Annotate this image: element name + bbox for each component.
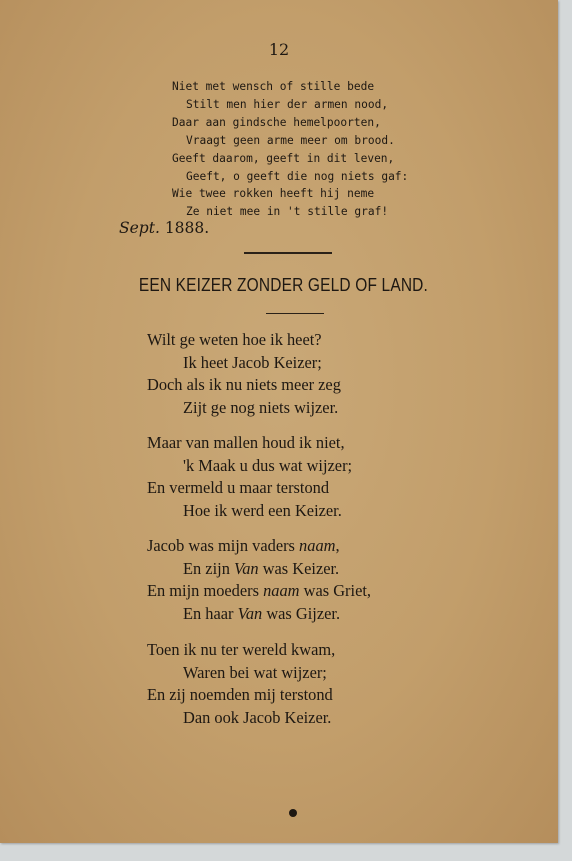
first-poem — [172, 78, 408, 221]
stanza-line: Hoe ik werd een Keizer. — [183, 500, 342, 520]
stanza-line: 'k Maak u dus wat wijzer; — [183, 455, 353, 475]
stanza-line: Zijt ge nog niets wijzer. — [183, 397, 339, 417]
ink-dot — [289, 809, 297, 817]
line-text: En zijn — [183, 558, 230, 578]
stanza-4 — [147, 639, 335, 729]
stanza-3 — [147, 535, 371, 625]
date-month: Sept. — [119, 219, 160, 237]
line-text: En mijn moeders — [147, 581, 259, 601]
poem-title: EEN KEIZER ZONDER GELD OF LAND. — [138, 275, 429, 295]
italic-word: naam — [263, 581, 300, 601]
poem-line: Geeft, o geeft die nog niets gaf: — [186, 169, 409, 183]
section-divider — [244, 252, 332, 254]
stanza-line — [147, 580, 371, 603]
line-text: Jacob was mijn vaders — [147, 536, 295, 555]
poem-line: Daar aan gindsche hemelpoorten, — [172, 115, 381, 129]
poem-line: Vraagt geen arme meer om brood. — [186, 133, 395, 147]
italic-word: naam — [299, 536, 336, 555]
stanza-line: Wilt ge weten hoe ik heet? — [147, 330, 322, 349]
line-text: En haar — [183, 603, 234, 623]
stanza-line: Toen ik nu ter wereld kwam, — [147, 640, 336, 659]
italic-word: Van — [237, 603, 263, 623]
stanza-line: Waren bei wat wijzer; — [183, 662, 327, 682]
poem-line: Geeft daarom, geeft in dit leven, — [172, 151, 395, 165]
stanza-line: Ik heet Jacob Keizer; — [183, 352, 322, 372]
stanza-line — [147, 535, 371, 558]
stanza-line — [147, 558, 371, 581]
line-text: was Gijzer. — [262, 603, 341, 623]
stanza-line: En zij noemden mij terstond — [147, 685, 333, 705]
stanza-1 — [147, 329, 341, 419]
stanza-line — [147, 603, 371, 626]
stanza-line: En vermeld u maar terstond — [147, 478, 330, 498]
title-underline — [266, 313, 324, 314]
poem-line: Wie twee rokken heeft hij neme — [172, 187, 375, 201]
stanza-line: Dan ook Jacob Keizer. — [183, 707, 332, 727]
poem-line: Ze niet mee in 't stille graf! — [186, 205, 389, 219]
italic-word: Van — [234, 558, 259, 578]
poem-date — [119, 219, 209, 237]
line-text: was Keizer. — [258, 558, 340, 578]
line-text: was Griet, — [299, 581, 371, 601]
stanza-line: Maar van mallen houd ik niet, — [147, 433, 345, 452]
stanza-2 — [147, 432, 352, 522]
stanza-line: Doch als ik nu niets meer zeg — [147, 375, 341, 395]
line-text: , — [335, 536, 340, 555]
page-number: 12 — [268, 40, 290, 59]
date-year: 1888. — [164, 219, 210, 237]
poem-line: Stilt men hier der armen nood, — [186, 97, 389, 111]
poem-line: Niet met wensch of stille bede — [172, 80, 375, 93]
